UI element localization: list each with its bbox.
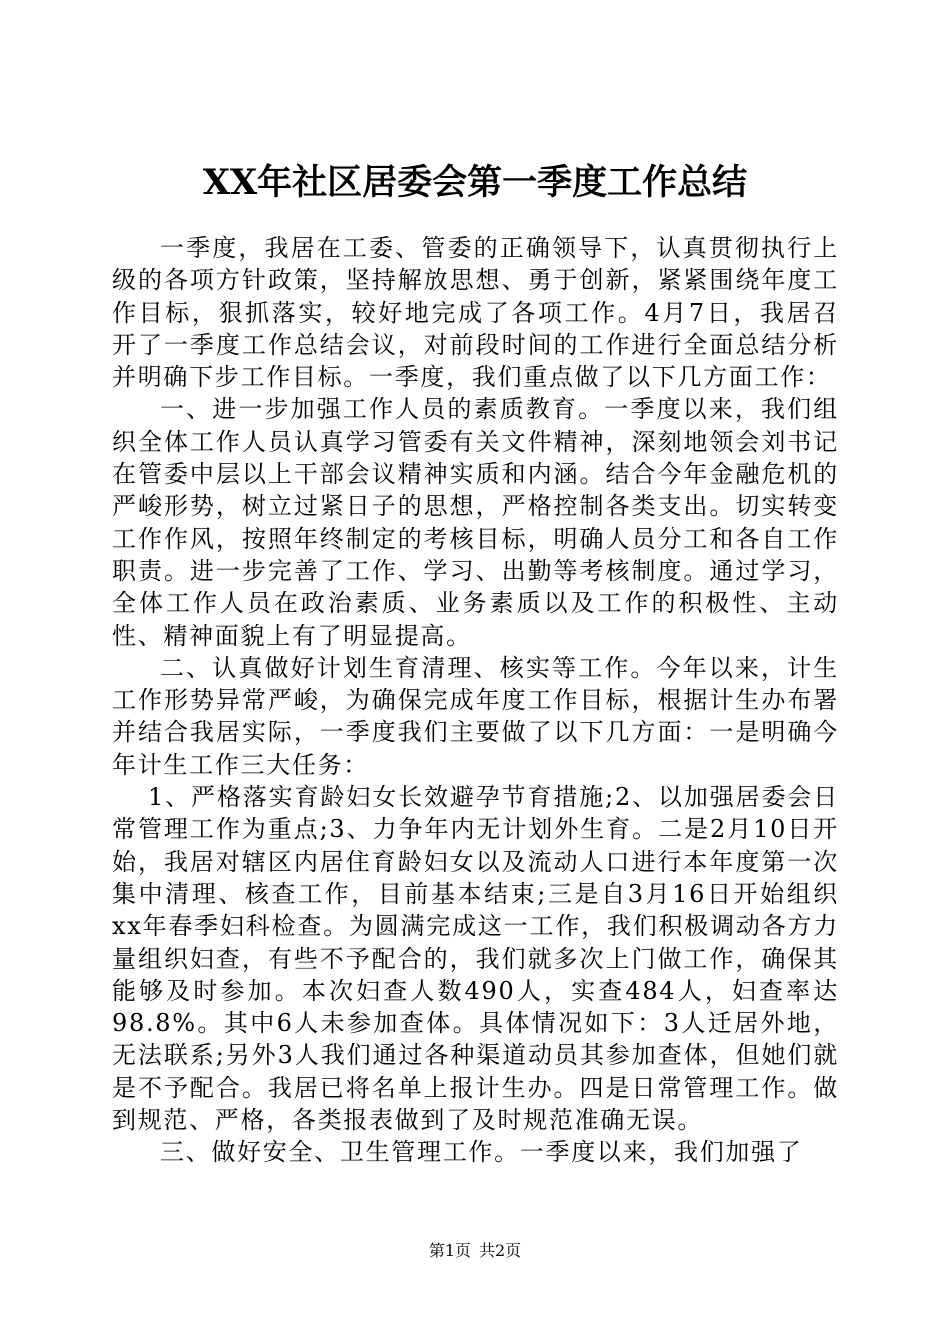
page-total: 共2页 [479,1241,522,1260]
paragraph-section-3: 三、做好安全、卫生管理工作。一季度以来，我们加强了 [160,1138,803,1167]
document-body [112,232,839,1169]
page-footer [0,1240,950,1262]
page-number: 第1页 [428,1241,471,1260]
paragraph-intro: 一季度，我居在工委、管委的正确领导下，认真贯彻执行上级的各项方针政策，坚持解放思想、勇于创新，紧紧围绕年度工作目标，狠抓落实，较好地完成了各项工作。4月7日，我居召开了一季度工作总结会议，对前段时间的工作进行全面总结分析并明确下步工作目标。一季度，我们重点做了以下几方面工作： [112,234,839,392]
paragraph-section-2: 二、认真做好计划生育清理、核实等工作。今年以来，计生工作形势异常严峻，为确保完成年度工作目标，根据计生办布署并结合我居实际，一季度我们主要做了以下几方面：一是明确今年计生工作三大任务： [112,653,839,779]
document-title: XX年社区居委会第一季度工作总结 [202,162,748,203]
paragraph-section-1: 一、进一步加强工作人员的素质教育。一季度以来，我们组织全体工作人员认真学习管委有关文件精神，深刻地领会刘书记在管委中层以上干部会议精神实质和内涵。结合今年金融危机的严峻形势，树立过紧日子的思想，严格控制各类支出。切实转变工作作风，按照年终制定的考核目标，明确人员分工和各自工作职责。进一步完善了工作、学习、出勤等考核制度。通过学习，全体工作人员在政治素质、业务素质以及工作的积极性、主动性、精神面貌上有了明显提高。 [112,395,839,650]
paragraph-section-2-details: 1、严格落实育龄妇女长效避孕节育措施;2、以加强居委会日常管理工作为重点;3、力争年内无计划外生育。二是2月10日开始，我居对辖区内居住育龄妇女以及流动人口进行本年度第一次集中清理、核查工作，目前基本结束;三是自3月16日开始组织xx年春季妇科检查。为圆满完成这一工作，我们积极调动各方力量组织妇查，有些不予配合的，我们就多次上门做工作，确保其能够及时参加。本次妇查人数490人，实查484人，妇查率达98.8%。其中6人未参加查体。具体情况如下：3人迁居外地，无法联系;另外3人我们通过各种渠道动员其参加查体，但她们就是不予配合。我居已将名单上报计生办。四是日常管理工作。做到规范、严格，各类报表做到了及时规范准确无误。 [112,783,839,1135]
